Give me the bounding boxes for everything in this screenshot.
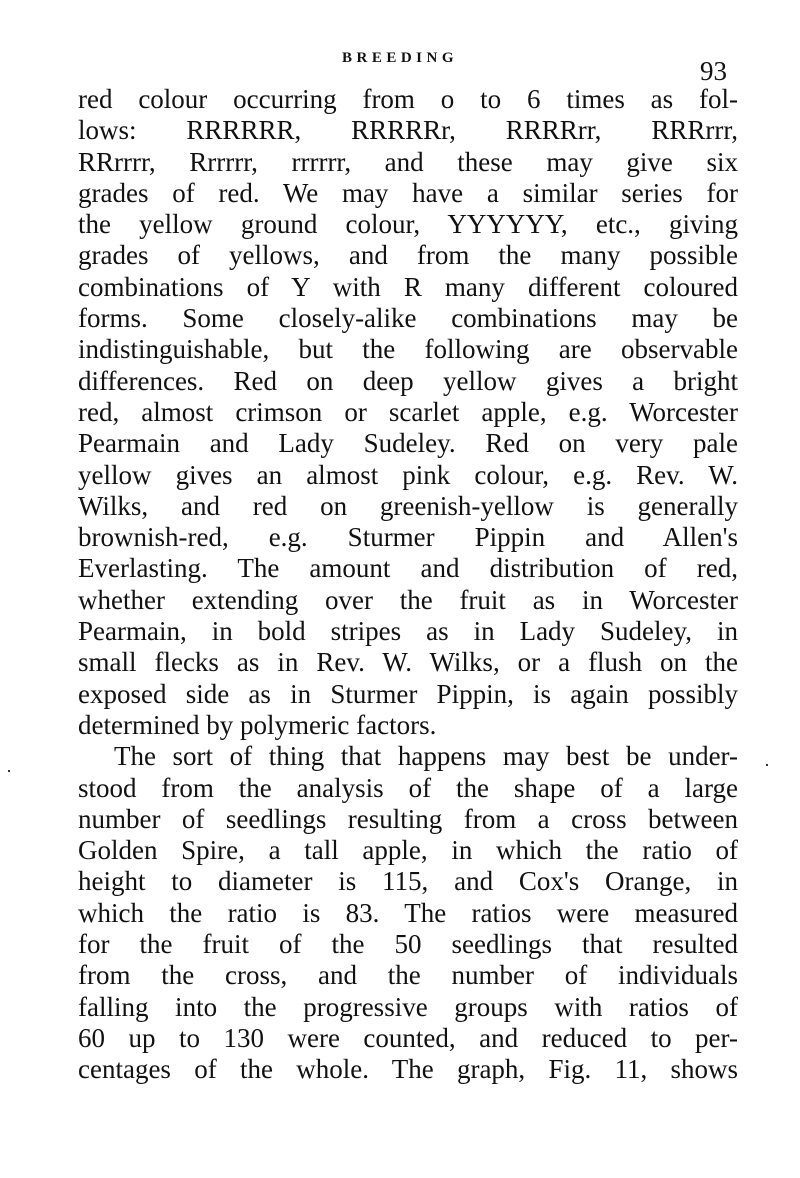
text-line: 60 up to 130 were counted, and reduced to per-	[78, 1022, 738, 1053]
running-head: BREEDING	[342, 50, 459, 66]
text-line: indistinguishable, but the following are observable	[78, 334, 738, 365]
text-line: centages of the whole. The graph, Fig. 11, shows	[78, 1054, 738, 1085]
text-line: red, almost crimson or scarlet apple, e.g. Worcester	[78, 396, 738, 427]
text-line: Wilks, and red on greenish-yellow is generally	[78, 490, 738, 521]
scan-speck	[766, 764, 768, 766]
page-number: 93	[700, 56, 727, 86]
text-line: grades of red. We may have a similar series for	[78, 177, 738, 208]
text-line: whether extending over the fruit as in Worcester	[78, 584, 738, 615]
text-line: stood from the analysis of the shape of a large	[78, 772, 738, 803]
text-line: RRrrrr, Rrrrrr, rrrrrr, and these may give six	[78, 146, 738, 177]
text-line: yellow gives an almost pink colour, e.g. Rev. W.	[78, 459, 738, 490]
text-line: exposed side as in Sturmer Pippin, is again possibly	[78, 678, 738, 709]
text-line: Everlasting. The amount and distribution of red,	[78, 553, 738, 584]
text-line: small flecks as in Rev. W. Wilks, or a flush on the	[78, 647, 738, 678]
text-line: determined by polymeric factors.	[78, 709, 437, 740]
text-line: Pearmain, in bold stripes as in Lady Sudeley, in	[78, 616, 738, 647]
body-text	[78, 84, 738, 1086]
text-line: which the ratio is 83. The ratios were measured	[78, 897, 738, 928]
text-line: from the cross, and the number of individuals	[78, 960, 738, 991]
text-line: for the fruit of the 50 seedlings that resulted	[78, 929, 738, 960]
text-line: Pearmain and Lady Sudeley. Red on very pale	[78, 428, 738, 459]
text-line: falling into the progressive groups with ratios of	[78, 991, 738, 1022]
text-line: combinations of Y with R many different coloured	[78, 271, 738, 302]
text-line: the yellow ground colour, YYYYYY, etc., giving	[78, 209, 738, 240]
scan-speck	[8, 770, 10, 772]
text-line: forms. Some closely-alike combinations may be	[78, 303, 738, 334]
text-line: lows: RRRRRR, RRRRRr, RRRRrr, RRRrrr,	[78, 115, 738, 146]
text-line: grades of yellows, and from the many possible	[78, 240, 738, 271]
text-line: height to diameter is 115, and Cox's Orange, in	[78, 866, 738, 897]
text-line: Golden Spire, a tall apple, in which the ratio of	[78, 835, 738, 866]
text-line: brownish-red, e.g. Sturmer Pippin and Allen's	[78, 522, 738, 553]
text-line: number of seedlings resulting from a cross between	[78, 803, 738, 834]
text-line: differences. Red on deep yellow gives a bright	[78, 365, 738, 396]
text-line: red colour occurring from o to 6 times as fol-	[78, 84, 738, 114]
text-line: The sort of thing that happens may best be under-	[114, 741, 738, 772]
